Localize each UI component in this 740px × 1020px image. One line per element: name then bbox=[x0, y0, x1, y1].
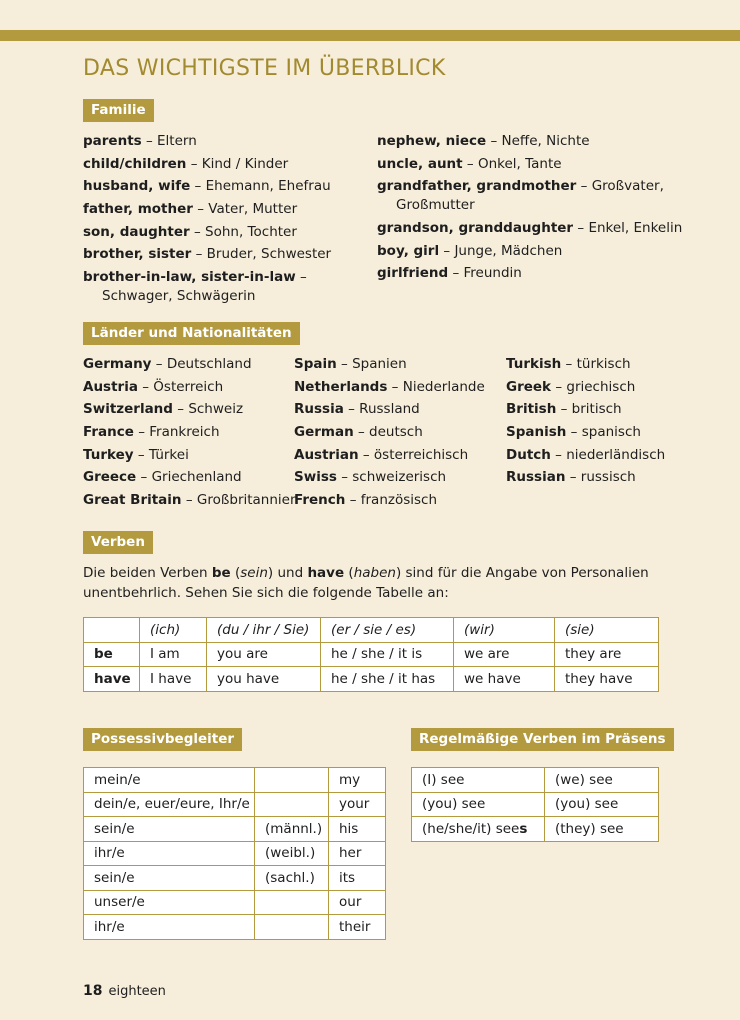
page-title: DAS WICHTIGSTE IM ÜBERBLICK bbox=[83, 56, 446, 81]
vocab-translation: österreichisch bbox=[373, 446, 469, 463]
vocab-separator: – bbox=[295, 269, 307, 286]
top-accent-bar bbox=[0, 30, 740, 41]
possessiv-english-cell: its bbox=[329, 866, 386, 891]
vocab-separator: – bbox=[387, 378, 403, 395]
regel-cell bbox=[545, 768, 659, 793]
vocab-translation: Griechenland bbox=[151, 469, 242, 486]
page-number-word: eighteen bbox=[108, 984, 166, 999]
vocab-translation: schweizerisch bbox=[352, 469, 447, 486]
possessiv-table bbox=[83, 767, 386, 940]
vocab-term: Austrian bbox=[294, 446, 359, 463]
vocab-separator: – bbox=[151, 356, 167, 372]
vocab-separator: – bbox=[336, 469, 353, 486]
intro-text: ( bbox=[344, 565, 354, 581]
vocab-separator: – bbox=[133, 424, 150, 441]
vocab-separator: – bbox=[343, 401, 360, 418]
vocab-term: grandson, granddaughter bbox=[377, 220, 574, 237]
intro-be: be bbox=[211, 565, 231, 581]
possessiv-row bbox=[84, 915, 386, 940]
vocab-separator: – bbox=[336, 356, 353, 372]
regel-form: (you) see bbox=[555, 796, 619, 813]
vocab-entry bbox=[506, 423, 706, 442]
possessiv-german-cell: sein/e bbox=[84, 817, 255, 842]
verb-form-cell: I am bbox=[140, 642, 207, 667]
vocab-entry bbox=[294, 355, 499, 374]
regel-form: (we) see bbox=[555, 771, 613, 788]
vocab-term: grandfather, grandmother bbox=[377, 178, 577, 195]
vocab-term: Great Britain bbox=[83, 492, 182, 509]
possessiv-row bbox=[84, 890, 386, 915]
vocab-separator: – bbox=[141, 133, 158, 149]
vocab-translation: britisch bbox=[571, 401, 622, 418]
vocab-entry bbox=[377, 177, 677, 215]
vocab-translation: französisch bbox=[360, 492, 438, 509]
vocab-translation: Türkei bbox=[148, 446, 189, 463]
possessiv-row bbox=[84, 866, 386, 891]
possessiv-row bbox=[84, 817, 386, 842]
vocab-separator: – bbox=[345, 492, 361, 509]
vocab-entry bbox=[506, 446, 706, 465]
possessiv-german-cell: sein/e bbox=[84, 866, 255, 891]
possessiv-row bbox=[84, 768, 386, 793]
vocab-translation: Frankreich bbox=[149, 424, 220, 441]
verb-form-cell: they are bbox=[555, 642, 659, 667]
verb-table-header-cell: (ich) bbox=[140, 618, 207, 643]
verb-table-header-cell: (sie) bbox=[555, 618, 659, 643]
vocab-entry bbox=[83, 378, 288, 397]
verb-name-cell: have bbox=[84, 667, 140, 692]
vocab-term: Russian bbox=[506, 469, 566, 486]
vocab-separator: – bbox=[566, 424, 582, 441]
vocab-entry bbox=[294, 446, 499, 465]
vocab-separator: – bbox=[136, 469, 152, 486]
vocab-term: Germany bbox=[83, 356, 152, 372]
vocab-term: parents bbox=[83, 133, 142, 149]
section-label-possessiv: Possessivbegleiter bbox=[83, 728, 242, 751]
vocab-term: Switzerland bbox=[83, 401, 173, 418]
possessiv-german-cell: ihr/e bbox=[84, 841, 255, 866]
vocab-separator: – bbox=[190, 178, 206, 195]
possessiv-gender-cell bbox=[255, 890, 329, 915]
vocab-separator: – bbox=[462, 155, 478, 172]
vocab-entry bbox=[377, 264, 677, 283]
verb-name-cell: be bbox=[84, 642, 140, 667]
verb-form-cell: you have bbox=[207, 667, 321, 692]
regel-cell bbox=[412, 792, 545, 817]
vocab-separator: – bbox=[358, 446, 374, 463]
vocab-separator: – bbox=[353, 424, 370, 441]
vocab-translation: Onkel, Tante bbox=[477, 155, 562, 172]
vocab-separator: – bbox=[137, 378, 154, 395]
vocab-term: uncle, aunt bbox=[377, 155, 463, 172]
regel-form: (they) see bbox=[555, 820, 624, 837]
vocab-entry bbox=[83, 155, 363, 174]
vocab-entry bbox=[83, 355, 288, 374]
regel-cell bbox=[545, 817, 659, 842]
regel-form: (he/she/it) see bbox=[422, 820, 520, 837]
vocab-term: Swiss bbox=[294, 469, 337, 486]
possessiv-german-cell: ihr/e bbox=[84, 915, 255, 940]
possessiv-english-cell: his bbox=[329, 817, 386, 842]
vocab-entry bbox=[83, 446, 288, 465]
verb-table-row bbox=[84, 642, 659, 667]
vocab-entry bbox=[83, 245, 363, 264]
possessiv-row bbox=[84, 792, 386, 817]
vocab-translation: Junge, Mädchen bbox=[454, 242, 563, 259]
vocab-term: son, daughter bbox=[83, 223, 190, 240]
vocab-translation: Neffe, Nichte bbox=[501, 133, 590, 149]
intro-text: ) und bbox=[267, 565, 308, 581]
verb-form-cell: we are bbox=[454, 642, 555, 667]
vocab-term: Turkish bbox=[506, 356, 562, 372]
vocab-term: Spain bbox=[294, 356, 337, 372]
vocab-term: British bbox=[506, 401, 557, 418]
page-footer bbox=[83, 983, 166, 999]
verb-table bbox=[83, 617, 659, 692]
verb-form-cell: you are bbox=[207, 642, 321, 667]
vocab-translation: Eltern bbox=[157, 133, 197, 149]
possessiv-gender-cell: (weibl.) bbox=[255, 841, 329, 866]
vocab-entry bbox=[377, 242, 677, 261]
vocab-separator: – bbox=[561, 356, 577, 372]
possessiv-gender-cell: (männl.) bbox=[255, 817, 329, 842]
intro-text: ( bbox=[230, 565, 241, 581]
vocab-translation: türkisch bbox=[576, 356, 631, 372]
vocab-translation: Niederlande bbox=[402, 378, 485, 395]
verb-table-row bbox=[84, 667, 659, 692]
vocab-translation: russisch bbox=[580, 469, 636, 486]
vocab-term: nephew, niece bbox=[377, 133, 487, 149]
vocab-separator: – bbox=[556, 401, 572, 418]
intro-haben: haben bbox=[353, 565, 396, 581]
possessiv-english-cell: their bbox=[329, 915, 386, 940]
vocab-translation: Sohn, Tochter bbox=[205, 223, 297, 240]
vocab-separator: – bbox=[551, 378, 567, 395]
vocab-entry bbox=[506, 378, 706, 397]
verb-table-header-cell bbox=[84, 618, 140, 643]
vocab-separator: – bbox=[189, 223, 206, 240]
vocab-term: child/children bbox=[83, 155, 187, 172]
vocab-translation: Schweiz bbox=[188, 401, 244, 418]
possessiv-english-cell: my bbox=[329, 768, 386, 793]
vocab-term: husband, wife bbox=[83, 178, 191, 195]
regel-row bbox=[412, 792, 659, 817]
vocab-entry bbox=[294, 378, 499, 397]
verb-form-cell: they have bbox=[555, 667, 659, 692]
possessiv-gender-cell bbox=[255, 768, 329, 793]
verb-form-cell: he / she / it is bbox=[321, 642, 454, 667]
vocab-separator: – bbox=[192, 201, 209, 218]
verb-table-header-cell: (wir) bbox=[454, 618, 555, 643]
vocab-term: Turkey bbox=[83, 446, 134, 463]
verb-form-cell: I have bbox=[140, 667, 207, 692]
vocab-separator: – bbox=[439, 242, 455, 259]
vocab-translation: griechisch bbox=[566, 378, 636, 395]
laender-col2-list bbox=[294, 355, 499, 514]
vocab-translation: Schwager, Schwägerin bbox=[102, 288, 256, 305]
vocab-term: France bbox=[83, 424, 134, 441]
vocab-entry bbox=[294, 491, 499, 510]
section-label-familie: Familie bbox=[83, 99, 154, 122]
intro-have: have bbox=[307, 565, 345, 581]
possessiv-gender-cell bbox=[255, 915, 329, 940]
intro-text: Die beiden Verben bbox=[83, 565, 212, 581]
vocab-term: father, mother bbox=[83, 201, 193, 218]
regel-row bbox=[412, 817, 659, 842]
vocab-entry bbox=[377, 132, 677, 151]
vocab-entry bbox=[506, 468, 706, 487]
vocab-term: German bbox=[294, 424, 354, 441]
laender-col1-list bbox=[83, 355, 299, 514]
vocab-separator: – bbox=[486, 133, 502, 149]
vocab-entry bbox=[377, 155, 677, 174]
vocab-translation: Österreich bbox=[153, 378, 224, 395]
vocab-separator: – bbox=[172, 401, 189, 418]
vocab-translation: Freundin bbox=[463, 265, 522, 282]
vocab-term: French bbox=[294, 492, 346, 509]
vocab-translation: Vater, Mutter bbox=[208, 201, 298, 218]
vocab-term: Austria bbox=[83, 378, 138, 395]
vocab-translation: Ehemann, Ehefrau bbox=[205, 178, 331, 195]
vocab-entry bbox=[294, 423, 499, 442]
vocab-entry bbox=[83, 491, 299, 510]
possessiv-english-cell: her bbox=[329, 841, 386, 866]
vocab-entry bbox=[294, 400, 499, 419]
vocab-translation: Russland bbox=[359, 401, 420, 418]
vocab-separator: – bbox=[448, 265, 464, 282]
familie-right-list bbox=[377, 132, 683, 287]
regel-form: (I) see bbox=[422, 771, 465, 788]
vocab-entry bbox=[83, 132, 363, 151]
vocab-term: brother-in-law, sister-in-law bbox=[83, 269, 296, 286]
vocab-translation: Großvater, Großmutter bbox=[396, 178, 664, 214]
page-number: 18 bbox=[83, 983, 103, 999]
vocab-separator: – bbox=[573, 220, 589, 237]
vocab-entry bbox=[83, 468, 288, 487]
vocab-entry bbox=[506, 400, 706, 419]
vocab-separator: – bbox=[186, 155, 202, 172]
regel-cell bbox=[545, 792, 659, 817]
vocab-translation: Deutschland bbox=[166, 356, 252, 372]
possessiv-german-cell: dein/e, euer/eure, Ihr/e bbox=[84, 792, 255, 817]
verben-intro bbox=[83, 564, 683, 603]
vocab-entry bbox=[506, 355, 706, 374]
vocab-translation: deutsch bbox=[369, 424, 423, 441]
vocab-entry bbox=[294, 468, 499, 487]
vocab-separator: – bbox=[133, 446, 149, 463]
vocab-entry bbox=[377, 219, 683, 238]
familie-left-list bbox=[83, 132, 363, 310]
verb-table-header-cell: (er / sie / es) bbox=[321, 618, 454, 643]
possessiv-english-cell: our bbox=[329, 890, 386, 915]
vocab-translation: Kind / Kinder bbox=[201, 155, 289, 172]
regel-row bbox=[412, 768, 659, 793]
verb-table-header-cell: (du / ihr / Sie) bbox=[207, 618, 321, 643]
vocab-term: Russia bbox=[294, 401, 344, 418]
vocab-term: Spanish bbox=[506, 424, 567, 441]
vocab-entry bbox=[83, 423, 288, 442]
verb-form-cell: he / she / it has bbox=[321, 667, 454, 692]
possessiv-gender-cell: (sachl.) bbox=[255, 866, 329, 891]
vocab-translation: spanisch bbox=[581, 424, 641, 441]
vocab-translation: Großbritannien bbox=[196, 492, 299, 509]
vocab-term: Netherlands bbox=[294, 378, 388, 395]
vocab-separator: – bbox=[191, 246, 207, 263]
intro-sein: sein bbox=[240, 565, 268, 581]
possessiv-german-cell: mein/e bbox=[84, 768, 255, 793]
vocab-translation: Enkel, Enkelin bbox=[588, 220, 683, 237]
vocab-entry bbox=[83, 400, 288, 419]
vocab-term: boy, girl bbox=[377, 242, 440, 259]
vocab-translation: Spanien bbox=[352, 356, 407, 372]
regel-cell bbox=[412, 817, 545, 842]
vocab-term: Greece bbox=[83, 469, 137, 486]
possessiv-row bbox=[84, 841, 386, 866]
vocab-translation: Bruder, Schwester bbox=[206, 246, 332, 263]
regel-cell bbox=[412, 768, 545, 793]
regel-form: (you) see bbox=[422, 796, 486, 813]
vocab-separator: – bbox=[550, 446, 567, 463]
section-label-regel: Regelmäßige Verben im Präsens bbox=[411, 728, 674, 751]
intro-text: ) sind für die Angabe von Personalien unentbehrlich. Sehen Sie sich die folgende Tabelle an: bbox=[83, 565, 649, 601]
vocab-entry bbox=[83, 223, 363, 242]
laender-col3-list bbox=[506, 355, 706, 491]
regel-ending: s bbox=[519, 820, 528, 837]
regel-table bbox=[411, 767, 659, 842]
vocab-entry bbox=[83, 200, 363, 219]
vocab-separator: – bbox=[181, 492, 197, 509]
vocab-translation: niederländisch bbox=[566, 446, 666, 463]
possessiv-gender-cell bbox=[255, 792, 329, 817]
possessiv-german-cell: unser/e bbox=[84, 890, 255, 915]
vocab-entry bbox=[83, 268, 363, 306]
vocab-term: Greek bbox=[506, 378, 552, 395]
vocab-term: brother, sister bbox=[83, 246, 192, 263]
possessiv-english-cell: your bbox=[329, 792, 386, 817]
vocab-separator: – bbox=[565, 469, 581, 486]
vocab-term: girlfriend bbox=[377, 265, 449, 282]
section-label-verben: Verben bbox=[83, 531, 153, 554]
section-label-laender: Länder und Nationalitäten bbox=[83, 322, 300, 345]
vocab-entry bbox=[83, 177, 363, 196]
verb-form-cell: we have bbox=[454, 667, 555, 692]
vocab-separator: – bbox=[576, 178, 592, 195]
verb-table-header-row bbox=[84, 618, 659, 643]
vocab-term: Dutch bbox=[506, 446, 551, 463]
